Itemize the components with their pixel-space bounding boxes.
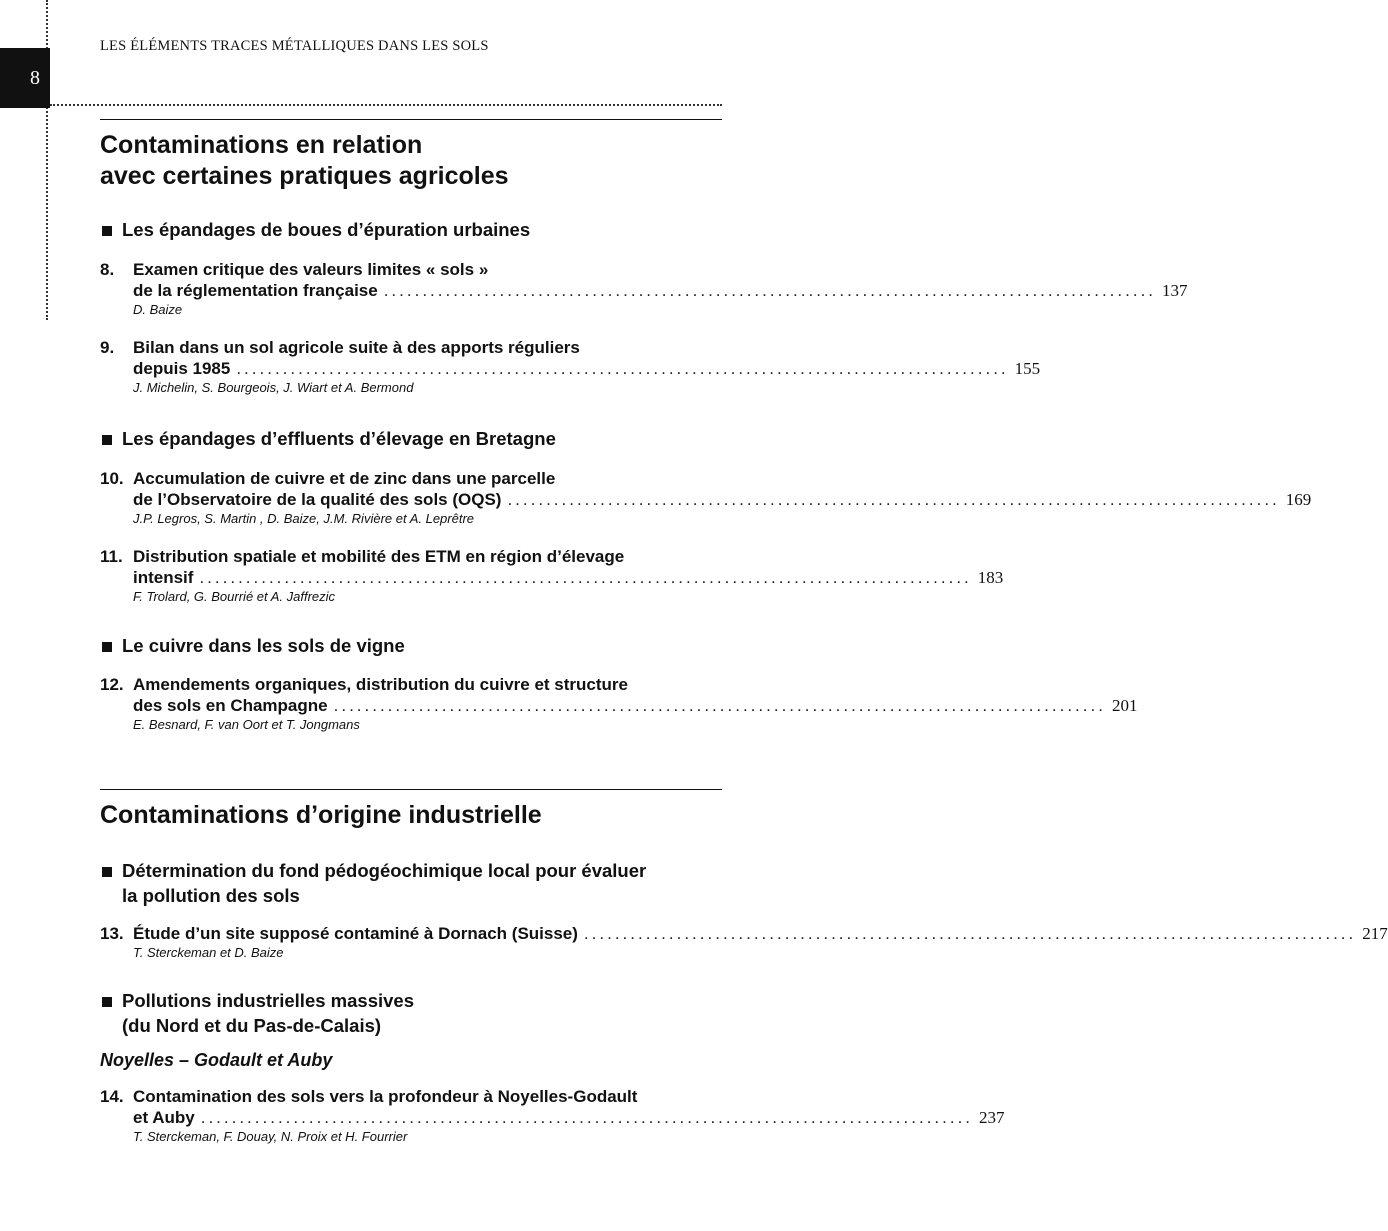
subsection-heading: Noyelles – Godault et Auby bbox=[100, 1050, 333, 1070]
entry-page: 201 bbox=[1111, 696, 1138, 715]
part-title-line: Contaminations en relation bbox=[100, 131, 423, 159]
entry-page: 183 bbox=[977, 568, 1004, 587]
entry-title-line: Examen critique des valeurs limites « sols » bbox=[133, 260, 489, 279]
entry-title-line: et Auby bbox=[133, 1108, 195, 1127]
bullet-square-icon bbox=[102, 997, 112, 1007]
entry-page: 237 bbox=[979, 1108, 1005, 1127]
toc-entry[interactable] bbox=[100, 546, 1004, 606]
entry-title-line: Accumulation de cuivre et de zinc dans une parcelle bbox=[133, 469, 556, 488]
toc-entry[interactable] bbox=[100, 468, 1312, 528]
section-title: Les épandages d’effluents d’élevage en Bretagne bbox=[122, 428, 556, 449]
entry-authors: J.P. Legros, S. Martin , D. Baize, J.M. Rivière et A. Leprêtre bbox=[133, 511, 475, 526]
running-head: LES ÉLÉMENTS TRACES MÉTALLIQUES DANS LES SOLS bbox=[100, 38, 489, 54]
dot-leader: .................................................................................................... bbox=[507, 490, 1280, 509]
entry-title-line: depuis 1985 bbox=[133, 359, 231, 378]
part-title-line: Contaminations d’origine industrielle bbox=[100, 801, 542, 829]
entry-title-line: des sols en Champagne bbox=[133, 696, 328, 715]
entry-title-line: intensif bbox=[133, 568, 194, 587]
dot-leader: .................................................................................................... bbox=[383, 281, 1157, 300]
section-title-line: la pollution des sols bbox=[122, 885, 300, 906]
entry-authors: T. Sterckeman, F. Douay, N. Proix et H. Fourrier bbox=[133, 1129, 408, 1144]
bullet-square-icon bbox=[102, 867, 112, 877]
entry-title-line: Contamination des sols vers la profondeur à Noyelles-Godault bbox=[133, 1087, 638, 1106]
bullet-square-icon bbox=[102, 435, 112, 445]
part-divider bbox=[100, 119, 722, 120]
bullet-square-icon bbox=[102, 226, 112, 236]
section-title-line: (du Nord et du Pas-de-Calais) bbox=[122, 1015, 382, 1036]
page-number: 8 bbox=[30, 66, 40, 89]
entry-page: 155 bbox=[1014, 359, 1041, 378]
entry-number: 13. bbox=[100, 924, 124, 943]
entry-number: 8. bbox=[100, 260, 115, 279]
dot-leader: .................................................................................................... bbox=[333, 696, 1106, 715]
toc-entry[interactable] bbox=[100, 337, 1041, 397]
section-heading bbox=[100, 633, 722, 658]
entry-title-line: de la réglementation française bbox=[133, 281, 378, 300]
section-title-line: Pollutions industrielles massives bbox=[122, 990, 414, 1011]
section-heading bbox=[100, 858, 722, 908]
entry-title-line: Amendements organiques, distribution du cuivre et structure bbox=[133, 675, 628, 694]
part-title bbox=[100, 800, 542, 831]
entry-title-line: Distribution spatiale et mobilité des ETM en région d’élevage bbox=[133, 547, 625, 566]
entry-number: 9. bbox=[100, 338, 115, 357]
toc-entry[interactable] bbox=[100, 923, 1388, 962]
entry-title-line: de l’Observatoire de la qualité des sols (OQS) bbox=[133, 490, 502, 509]
header-dotted-line bbox=[50, 104, 722, 106]
entry-authors: J. Michelin, S. Bourgeois, J. Wiart et A. Bermond bbox=[133, 380, 414, 395]
page-number-tab bbox=[0, 48, 50, 108]
section-heading bbox=[100, 426, 722, 451]
entry-title-line: Étude d’un site supposé contaminé à Dornach (Suisse) bbox=[133, 924, 578, 943]
section-heading bbox=[100, 217, 722, 242]
entry-authors: D. Baize bbox=[133, 302, 183, 317]
dot-leader: .................................................................................................... bbox=[236, 359, 1009, 378]
section-title-line: Détermination du fond pédogéochimique local pour évaluer bbox=[122, 860, 647, 881]
entry-page: 169 bbox=[1285, 490, 1312, 509]
entry-authors: E. Besnard, F. van Oort et T. Jongmans bbox=[133, 717, 360, 732]
entry-page: 137 bbox=[1162, 281, 1188, 300]
dot-leader: .................................................................................................... bbox=[199, 568, 972, 587]
part-title bbox=[100, 130, 509, 192]
entry-number: 12. bbox=[100, 675, 124, 694]
section-title: Les épandages de boues d’épuration urbaines bbox=[122, 219, 531, 240]
entry-number: 10. bbox=[100, 469, 124, 488]
section-title: Le cuivre dans les sols de vigne bbox=[122, 635, 405, 656]
toc-entry[interactable] bbox=[100, 674, 1138, 734]
part-divider bbox=[100, 789, 722, 790]
entry-authors: T. Sterckeman et D. Baize bbox=[133, 945, 284, 960]
entry-number: 14. bbox=[100, 1087, 124, 1106]
dot-leader: .................................................................................................... bbox=[200, 1108, 974, 1127]
toc-entry[interactable] bbox=[100, 259, 1188, 319]
entry-title-line: Bilan dans un sol agricole suite à des apports réguliers bbox=[133, 338, 580, 357]
section-heading bbox=[100, 988, 722, 1038]
entry-authors: F. Trolard, G. Bourrié et A. Jaffrezic bbox=[133, 589, 336, 604]
part-title-line: avec certaines pratiques agricoles bbox=[100, 162, 509, 190]
bullet-square-icon bbox=[102, 642, 112, 652]
dot-leader: .................................................................................................... bbox=[583, 924, 1357, 943]
entry-page: 217 bbox=[1362, 924, 1388, 943]
entry-number: 11. bbox=[100, 547, 123, 566]
toc-entry[interactable] bbox=[100, 1086, 1005, 1146]
